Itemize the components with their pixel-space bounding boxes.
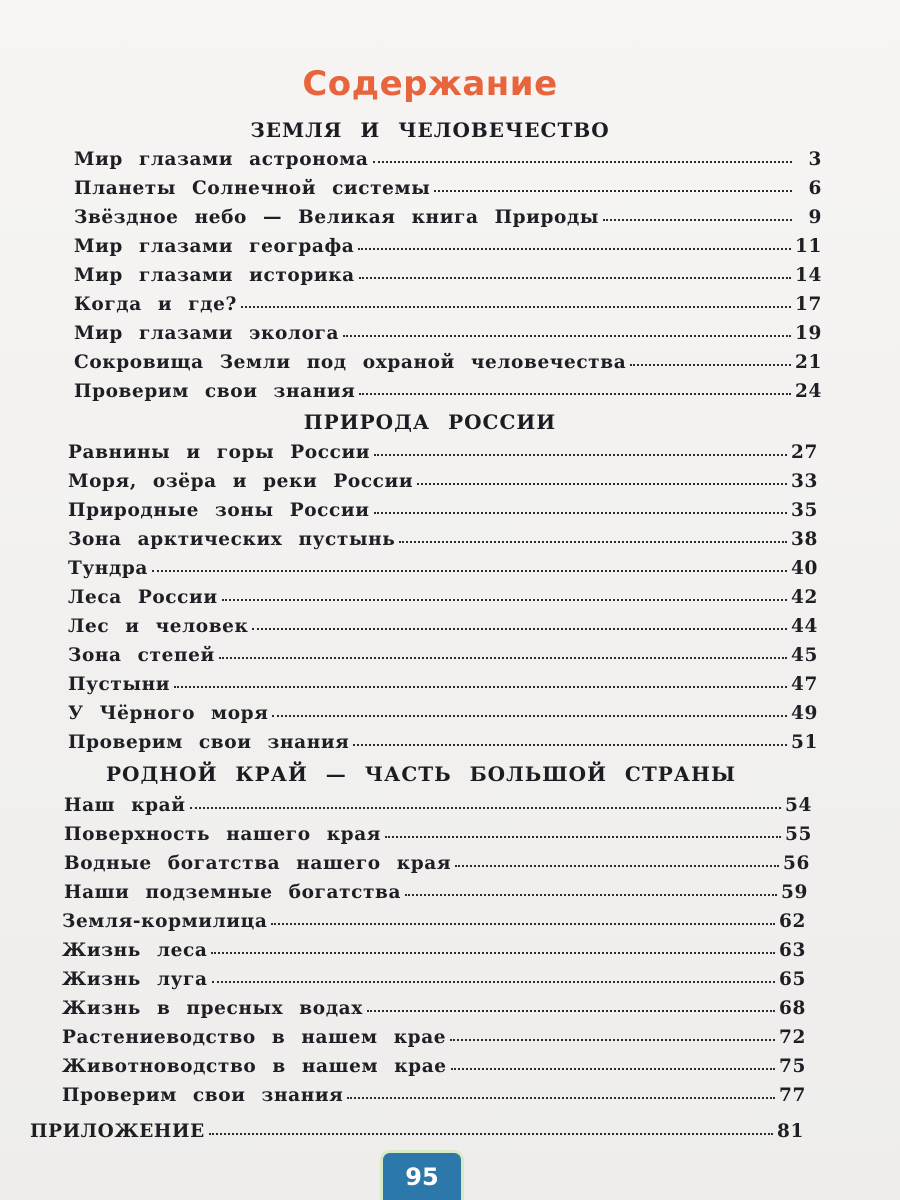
toc-entry-page: 3 — [808, 149, 822, 170]
toc-entry-page: 65 — [779, 969, 806, 990]
dot-leader — [353, 744, 787, 746]
dot-leader — [211, 952, 775, 954]
toc-entry-appendix — [30, 1114, 804, 1142]
toc-entry-page: 77 — [779, 1085, 806, 1106]
dot-leader — [417, 483, 787, 485]
toc-entry-label: Поверхность нашего края — [64, 824, 382, 845]
toc-entry-page: 9 — [808, 207, 822, 228]
toc-entry-label: Мир глазами географа — [74, 236, 355, 257]
toc-entry-label: Растениеводство в нашем крае — [62, 1027, 447, 1048]
toc-entry — [62, 933, 806, 961]
toc-entry-label: Наш край — [64, 795, 186, 816]
toc-entry-page: 68 — [779, 998, 806, 1019]
toc-entry-label: Зона арктических пустынь — [68, 529, 396, 550]
toc-entry — [62, 1049, 806, 1077]
dot-leader — [451, 1068, 775, 1070]
toc-entry — [74, 345, 822, 373]
dot-leader — [272, 715, 787, 717]
toc-entry-page: 55 — [785, 824, 812, 845]
dot-leader — [367, 1010, 775, 1012]
toc-entry-label: Когда и где? — [74, 294, 237, 315]
dot-leader — [252, 628, 787, 630]
toc-entry-label: Природные зоны России — [68, 500, 370, 521]
dot-leader — [190, 807, 781, 809]
dot-leader — [271, 923, 775, 925]
toc-entry — [62, 991, 806, 1019]
dot-leader — [152, 570, 787, 572]
toc-entry-page: 49 — [791, 703, 818, 724]
toc-entry-page: 42 — [791, 587, 818, 608]
toc-entry — [68, 493, 818, 521]
toc-entry-label: Водные богатства нашего края — [64, 853, 452, 874]
toc-entry-page: 72 — [779, 1027, 806, 1048]
toc-entry-label: Животноводство в нашем крае — [62, 1056, 447, 1077]
dot-leader — [241, 306, 791, 308]
toc-entry — [62, 904, 806, 932]
dot-leader — [222, 599, 787, 601]
dot-leader — [219, 657, 787, 659]
toc-entry — [68, 609, 818, 637]
toc-entry-label: Моря, озёра и реки России — [68, 471, 414, 492]
page-number-badge: 95 — [380, 1150, 464, 1200]
toc-entry — [68, 638, 818, 666]
toc-entry-label: Леса России — [68, 587, 218, 608]
toc-entry-page: 35 — [791, 500, 818, 521]
toc-entry-page: 24 — [795, 381, 822, 402]
dot-leader — [343, 335, 791, 337]
toc-entry — [62, 1020, 806, 1048]
dot-leader — [405, 894, 777, 896]
toc-entry-page: 27 — [791, 442, 818, 463]
toc-entry-label: Мир глазами историка — [74, 265, 355, 286]
toc-entry-label: ПРИЛОЖЕНИЕ — [30, 1121, 205, 1142]
toc-entry — [74, 142, 822, 170]
toc-entry-page: 81 — [777, 1121, 804, 1142]
dot-leader — [373, 161, 793, 163]
toc-entry — [64, 788, 812, 816]
dot-leader — [212, 981, 775, 983]
toc-entry-label: Жизнь в пресных водах — [62, 998, 363, 1019]
toc-entry — [68, 667, 818, 695]
toc-entry — [68, 580, 818, 608]
toc-entry — [74, 200, 822, 228]
toc-entry-label: Проверим свои знания — [62, 1085, 344, 1106]
toc-entry-page: 62 — [779, 911, 806, 932]
toc-entry-label: Жизнь леса — [62, 940, 208, 961]
toc-entry — [68, 696, 818, 724]
toc-entry — [74, 316, 822, 344]
toc-entry — [64, 817, 812, 845]
toc-entry — [62, 1078, 806, 1106]
toc-entry-label: Зона степей — [68, 645, 215, 666]
section-heading-native-land: РОДНОЙ КРАЙ — ЧАСТЬ БОЛЬШОЙ СТРАНЫ — [106, 762, 736, 786]
toc-entry-label: Равнины и горы России — [68, 442, 371, 463]
dot-leader — [385, 836, 781, 838]
toc-entry — [74, 229, 822, 257]
toc-entry-page: 51 — [791, 732, 818, 753]
dot-leader — [399, 541, 787, 543]
toc-entry-label: Сокровища Земли под охраной человечества — [74, 352, 627, 373]
dot-leader — [347, 1097, 775, 1099]
toc-entry-page: 33 — [791, 471, 818, 492]
page-title: Содержание — [302, 64, 558, 104]
toc-entry-page: 59 — [781, 882, 808, 903]
toc-entry — [68, 551, 818, 579]
toc-entry — [64, 875, 808, 903]
toc-entry-label: Жизнь луга — [62, 969, 208, 990]
dot-leader — [359, 277, 791, 279]
section-heading-earth: ЗЕМЛЯ И ЧЕЛОВЕЧЕСТВО — [250, 118, 610, 142]
toc-entry-label: Мир глазами эколога — [74, 323, 340, 344]
toc-entry — [64, 846, 810, 874]
toc-entry — [74, 287, 822, 315]
toc-entry-page: 21 — [795, 352, 822, 373]
toc-entry-page: 19 — [795, 323, 822, 344]
toc-entry-page: 6 — [808, 178, 822, 199]
toc-entry — [68, 522, 818, 550]
toc-entry-page: 56 — [783, 853, 810, 874]
toc-entry-page: 47 — [791, 674, 818, 695]
toc-entry-label: Планеты Солнечной системы — [74, 178, 431, 199]
toc-entry — [68, 435, 818, 463]
toc-entry-label: У Чёрного моря — [68, 703, 269, 724]
toc-entry-page: 11 — [795, 236, 822, 257]
toc-entry — [68, 725, 818, 753]
toc-entry-page: 44 — [791, 616, 818, 637]
toc-entry-page: 63 — [779, 940, 806, 961]
toc-entry-label: Лес и человек — [68, 616, 249, 637]
toc-entry-page: 38 — [791, 529, 818, 550]
toc-entry — [74, 258, 822, 286]
dot-leader — [450, 1039, 775, 1041]
dot-leader — [630, 364, 791, 366]
toc-entry — [62, 962, 806, 990]
toc-entry-page: 40 — [791, 558, 818, 579]
toc-entry-label: Тундра — [68, 558, 149, 579]
toc-entry — [74, 171, 822, 199]
section-heading-nature: ПРИРОДА РОССИИ — [303, 410, 557, 434]
dot-leader — [209, 1133, 773, 1135]
dot-leader — [358, 248, 791, 250]
toc-entry-label: Мир глазами астронома — [74, 149, 369, 170]
toc-entry-page: 45 — [791, 645, 818, 666]
dot-leader — [434, 190, 792, 192]
dot-leader — [603, 219, 792, 221]
toc-entry-label: Звёздное небо — Великая книга Природы — [74, 207, 600, 228]
toc-entry — [68, 464, 818, 492]
toc-entry-label: Пустыни — [68, 674, 171, 695]
dot-leader — [455, 865, 779, 867]
toc-entry-label: Земля-кормилица — [62, 911, 268, 932]
toc-entry-page: 14 — [795, 265, 822, 286]
dot-leader — [359, 393, 791, 395]
toc-entry-page: 54 — [785, 795, 812, 816]
toc-entry — [74, 374, 822, 402]
toc-entry-label: Проверим свои знания — [68, 732, 350, 753]
dot-leader — [374, 512, 788, 514]
toc-entry-page: 75 — [779, 1056, 806, 1077]
toc-entry-page: 17 — [795, 294, 822, 315]
toc-entry-label: Наши подземные богатства — [64, 882, 402, 903]
dot-leader — [174, 686, 787, 688]
dot-leader — [374, 454, 787, 456]
toc-entry-label: Проверим свои знания — [74, 381, 356, 402]
